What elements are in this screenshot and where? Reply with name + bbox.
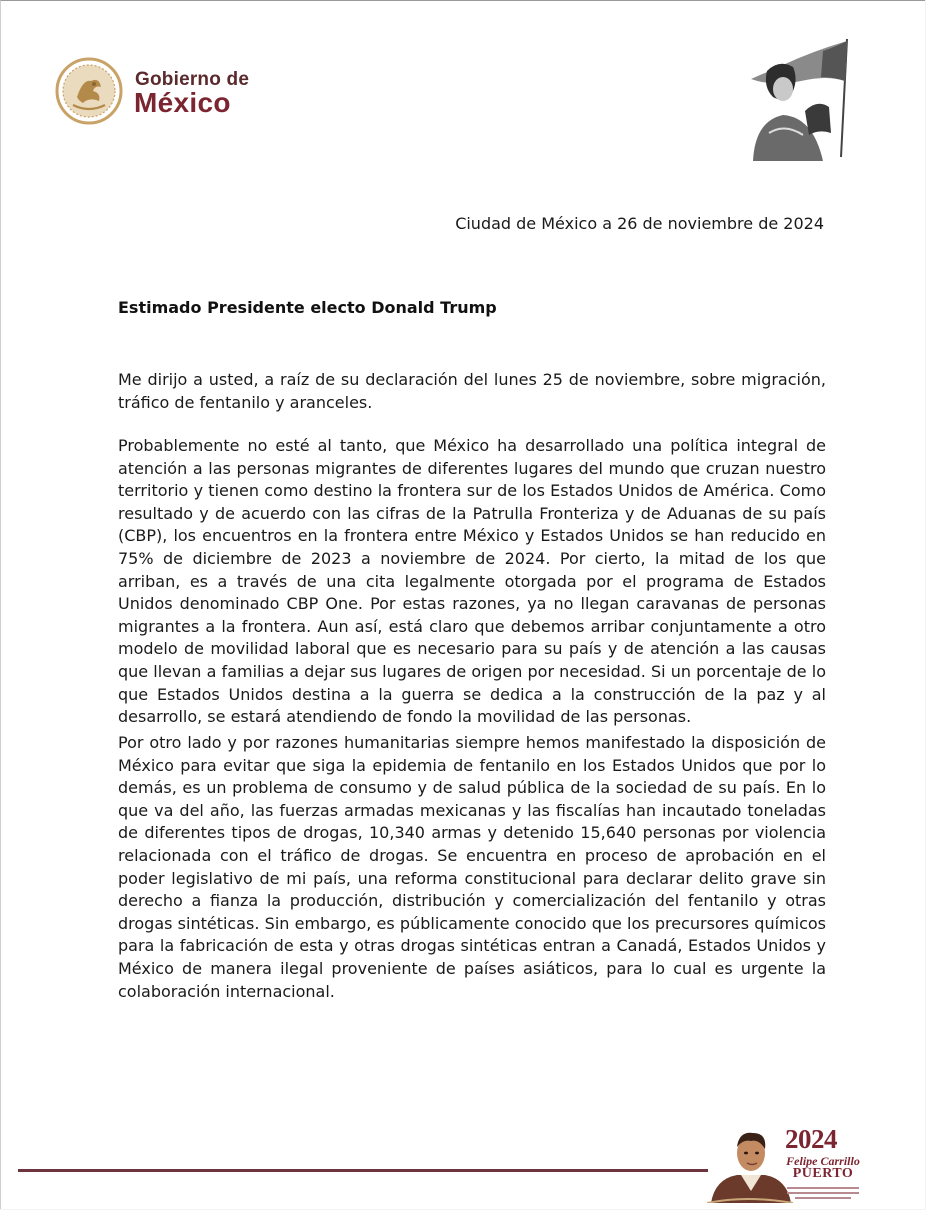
logo-line-gobierno: Gobierno de	[135, 69, 250, 90]
gobierno-de-mexico-logo	[55, 57, 255, 129]
footer-fine-print-line	[787, 1192, 859, 1194]
mexican-coat-of-arms-seal-icon	[55, 57, 123, 125]
footer-fine-print-line	[787, 1187, 859, 1189]
paragraph-fentanyl: Por otro lado y por razones humanitarias siempre hemos manifestado la disposición de México para evitar que siga la epidemia de fentanilo en los Estados Unidos que por lo demás, es un problema de consumo y de salud pública de la sociedad de su país. En lo que va del año, las fuerzas armadas mexicanas y las fiscalías han incautado toneladas de diferentes tipos de drogas, 10,340 armas y detenido 15,640 personas por violencia relacionada con el tráfico de drogas. Se encuentra en proceso de aprobación en el poder legislativo de mi país, una reforma constitucional para declarar delito grave sin derecho a fianza la producción, distribución y comercialización del fentanilo y otras drogas sintéticas. Sin embargo, es públicamente conocido que los precursores químicos para la fabricación de esta y otras drogas sintéticas entran a Canadá, Estados Unidos y México de manera ilegal proveniente de países asiáticos, para lo cual es urgente la colaboración internacional.	[118, 733, 826, 1001]
woman-with-flag-emblem-icon	[743, 37, 861, 161]
footer-divider	[18, 1169, 708, 1172]
footer-fine-print-line	[795, 1197, 851, 1199]
logo-line-mexico: México	[134, 87, 231, 118]
footer-surname: PUERTO	[792, 1166, 854, 1181]
footer-name: Felipe Carrillo	[786, 1154, 860, 1168]
footer-year: 2024	[785, 1124, 837, 1154]
paragraph-migration: Probablemente no esté al tanto, que México ha desarrollado una política integral de atención a las personas migrantes de diferentes lugares del mundo que cruzan nuestro territorio y tienen como destino la frontera sur de los Estados Unidos de América. Como resultado y de acuerdo con las cifras de la Patrulla Fronteriza y de Aduanas de su país (CBP), los encuentros en la frontera entre México y Estados Unidos se han reducido en 75% de diciembre de 2023 a noviembre de 2024. Por cierto, la mitad de los que arriban, es a través de una cita legalmente otorgada por el programa de Estados Unidos denominado CBP One. Por estas razones, ya no llegan caravanas de personas migrantes a la frontera. Aun así, está claro que debemos arribar conjuntamente a otro modelo de movilidad laboral que es necesario para su país y de atención a las causas que llevan a familias a dejar sus lugares de origen por necesidad. Si un porcentaje de lo que Estados Unidos destina a la guerra se dedica a la construcción de la paz y al desarrollo, se estará atendiendo de fondo la movilidad de las personas.	[118, 436, 826, 727]
felipe-carrillo-puerto-2024-logo	[707, 1121, 873, 1203]
letter-date: Ciudad de México a 26 de noviembre de 2024	[455, 214, 824, 233]
paragraph-intro: Me dirijo a usted, a raíz de su declaración del lunes 25 de noviembre, sobre migración, tráfico de fentanilo y aranceles.	[118, 370, 826, 412]
letter-salutation: Estimado Presidente electo Donald Trump	[118, 298, 497, 317]
